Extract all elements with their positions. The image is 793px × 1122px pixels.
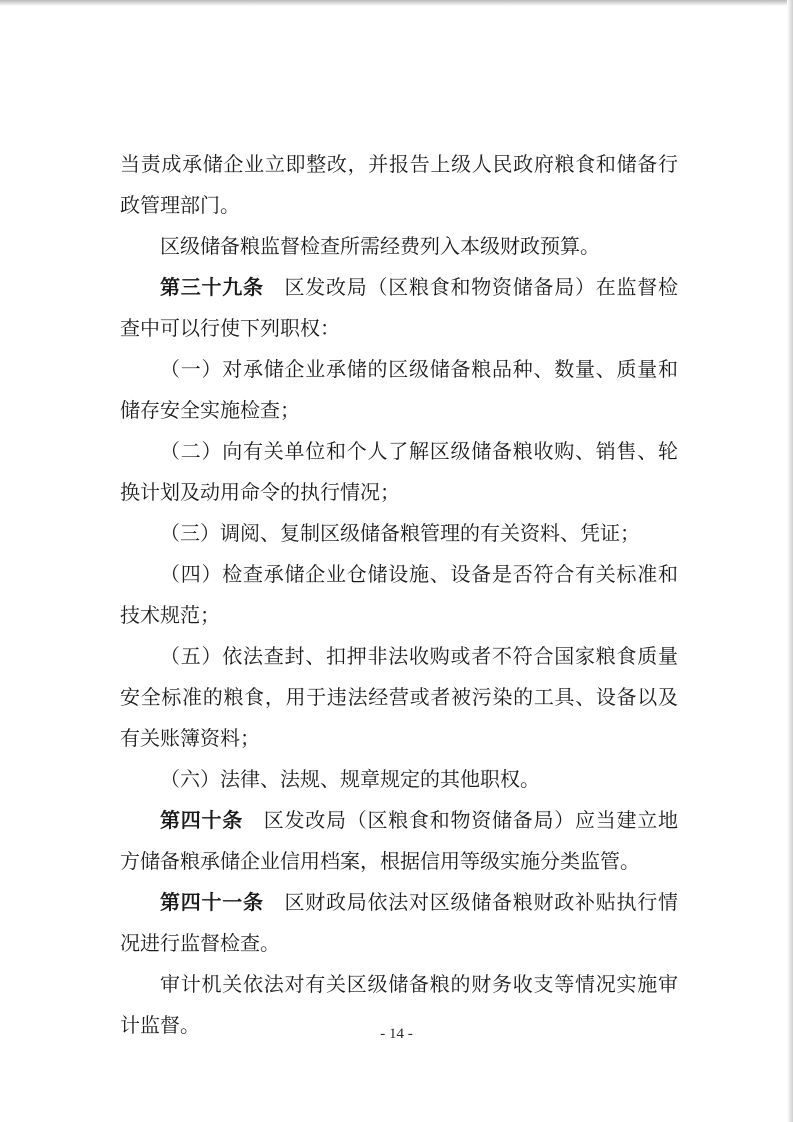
list-item-2 [120, 431, 678, 513]
document-body [120, 144, 678, 1046]
article-heading: 第四十条 [160, 808, 243, 832]
article-heading: 第四十一条 [160, 890, 264, 914]
list-item-5 [120, 636, 678, 759]
paragraph-text: 当责成承储企业立即整改，并报告上级人民政府粮食和储备行政管理部门。 [120, 152, 678, 217]
list-item-6 [120, 759, 678, 800]
scan-edge-top [0, 0, 793, 6]
paragraph-2 [120, 226, 678, 267]
article-heading: 第三十九条 [160, 275, 264, 299]
paragraph-text: 审计机关依法对有关区级储备粮的财务收支等情况实施审计监督。 [120, 972, 678, 1037]
paragraph-text: （一）对承储企业承储的区级储备粮品种、数量、质量和储存安全实施检查； [120, 357, 678, 422]
article-40 [120, 800, 678, 882]
paragraph-text: 区发改局（区粮食和物资储备局）在监督检查中可以行使下列职权： [120, 275, 678, 340]
article-39 [120, 267, 678, 349]
paragraph-text: 区财政局依法对区级储备粮财政补贴执行情况进行监督检查。 [120, 890, 678, 955]
scan-edge-right [787, 0, 793, 1122]
paragraph-text: （二）向有关单位和个人了解区级储备粮收购、销售、轮换计划及动用命令的执行情况； [120, 439, 678, 504]
list-item-4 [120, 554, 678, 636]
paragraph-text: （三）调阅、复制区级储备粮管理的有关资料、凭证； [160, 521, 640, 545]
paragraph-text: （四）检查承储企业仓储设施、设备是否符合有关标准和技术规范； [120, 562, 678, 627]
paragraph-text: （五）依法查封、扣押非法收购或者不符合国家粮食质量安全标准的粮食，用于违法经营或者被污染的工具、设备以及有关账簿资料； [120, 644, 678, 750]
paragraph-text: 区级储备粮监督检查所需经费列入本级财政预算。 [160, 234, 600, 258]
list-item-1 [120, 349, 678, 431]
paragraph-text: （六）法律、法规、规章规定的其他职权。 [160, 767, 540, 791]
page-number: - 14 - [380, 1026, 413, 1042]
paragraph-text: 区发改局（区粮食和物资储备局）应当建立地方储备粮承储企业信用档案，根据信用等级实施分类监管。 [120, 808, 678, 873]
paragraph-1 [120, 144, 678, 226]
article-41 [120, 882, 678, 964]
list-item-3 [120, 513, 678, 554]
